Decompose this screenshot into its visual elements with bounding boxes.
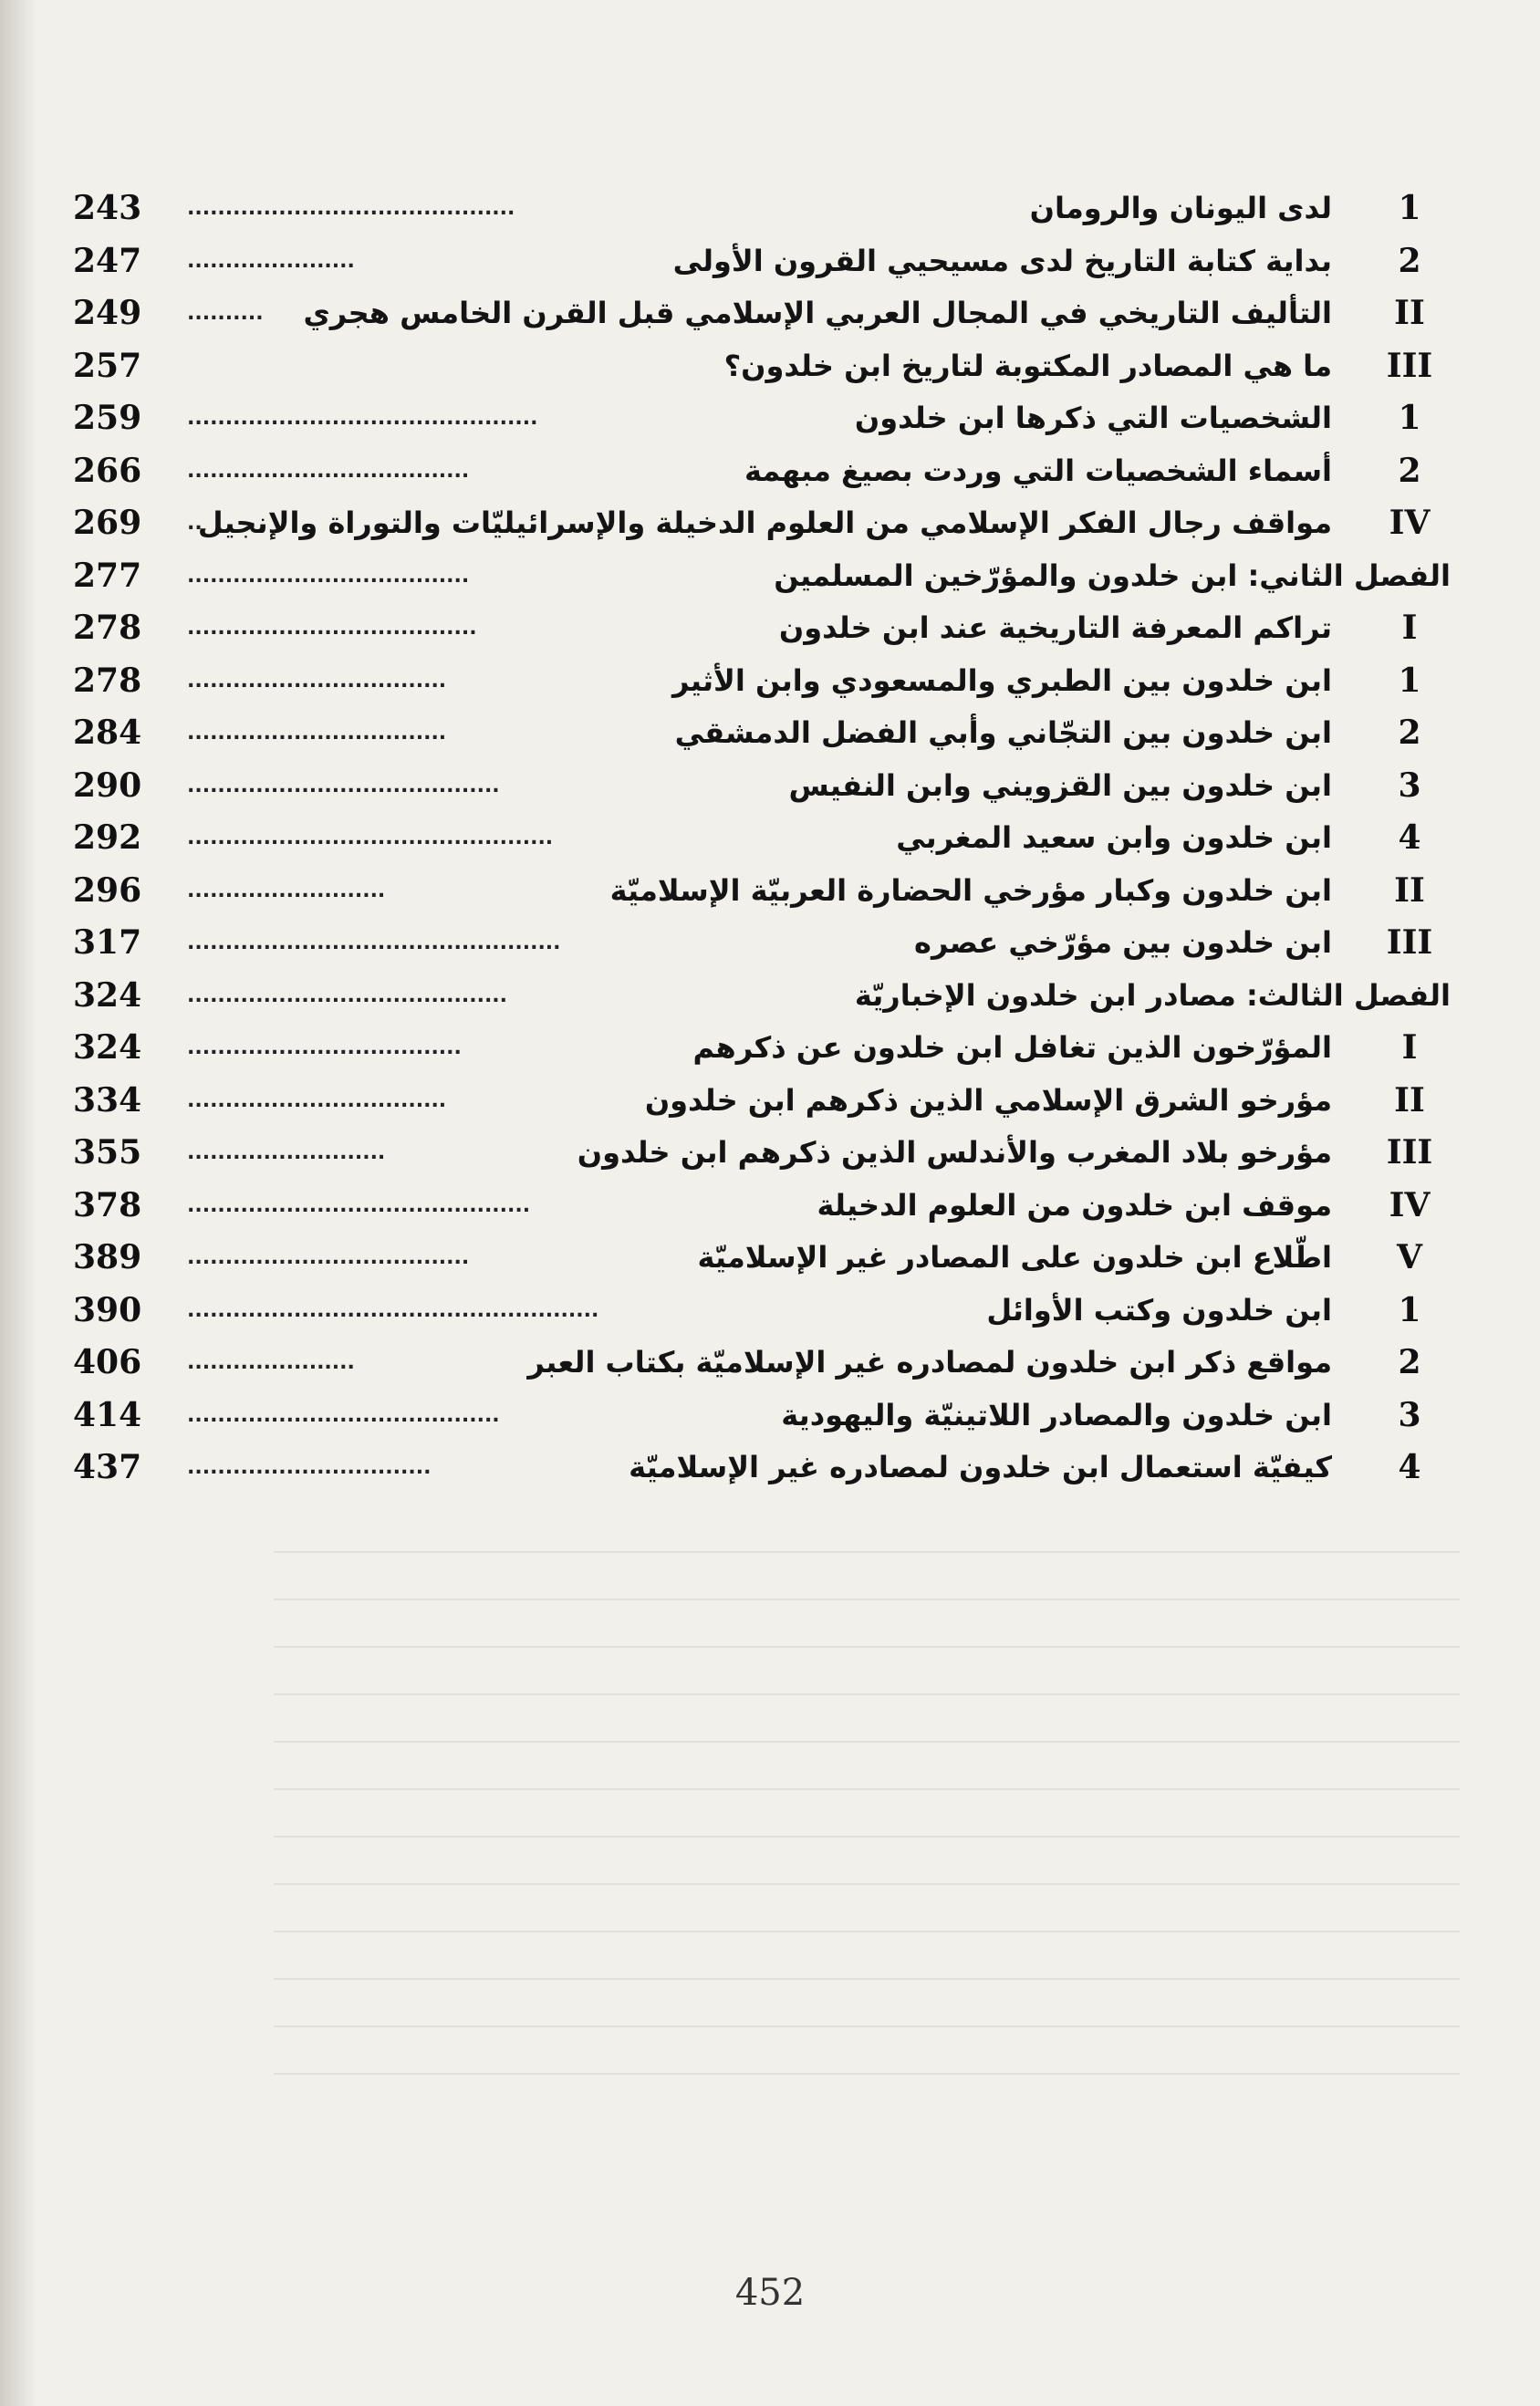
toc-page-number: 355: [73, 1133, 142, 1172]
toc-entry-title: التأليف التاريخي في المجال العربي الإسلامي قبل القرن الخامس هجري: [303, 296, 1332, 330]
toc-entry-title: الشخصيات التي ذكرها ابن خلدون: [854, 401, 1332, 435]
toc-page-number: 317: [73, 923, 142, 962]
toc-entry-title: ابن خلدون بين التجّاني وأبي الفضل الدمشقي: [674, 715, 1332, 750]
toc-leader-dots: .....................................: [187, 459, 470, 483]
toc-page-number: 324: [73, 975, 142, 1015]
toc-page-number: 290: [73, 766, 142, 805]
toc-leader-dots: ...........................................: [187, 197, 515, 220]
toc-row: [73, 445, 1451, 498]
toc-page-number: 390: [73, 1290, 142, 1329]
toc-entry-title: ابن خلدون وكتب الأوائل: [986, 1292, 1332, 1328]
toc-entry-marker: 1: [1398, 399, 1421, 437]
toc-entry-title: ما هي المصادر المكتوبة لتاريخ ابن خلدون؟: [723, 348, 1332, 383]
toc-leader-dots: ..........................................: [187, 984, 508, 1007]
toc-entry-marker: 2: [1398, 451, 1421, 490]
toc-page-number: 292: [73, 818, 142, 857]
toc-leader-dots: ..................................: [187, 669, 447, 693]
toc-leader-dots: ....................................: [187, 1036, 462, 1059]
toc-entry-marker: III: [1386, 346, 1433, 385]
toc-entry-title: ابن خلدون وكبار مؤرخي الحضارة العربيّة الإسلاميّة: [609, 872, 1332, 908]
toc-page-number: 334: [73, 1080, 142, 1120]
toc-page-number: 257: [73, 346, 142, 385]
toc-leader-dots: ..........................: [187, 879, 386, 902]
toc-page-number: 284: [73, 713, 142, 752]
toc-row: [73, 1232, 1451, 1285]
toc-entry-title: مؤرخو بلاد المغرب والأندلس الذين ذكرهم ابن خلدون: [577, 1135, 1332, 1170]
toc-row: [73, 1022, 1451, 1075]
toc-leader-dots: ..: [187, 512, 203, 535]
toc-page-number: 278: [73, 661, 142, 700]
toc-entry-title: بداية كتابة التاريخ لدى مسيحيي القرون الأولى: [672, 243, 1332, 278]
toc-entry-title: ابن خلدون وابن سعيد المغربي: [896, 820, 1332, 855]
toc-leader-dots: ......................................................: [187, 1298, 599, 1322]
toc-leader-dots: ..........: [187, 302, 264, 325]
toc-page-number: 378: [73, 1185, 142, 1224]
toc-row: [73, 1285, 1451, 1338]
toc-row: [73, 1337, 1451, 1390]
toc-entry-marker: 4: [1398, 1448, 1421, 1486]
toc-entry-title: ابن خلدون بين الطبري والمسعودي وابن الأثير: [672, 662, 1332, 698]
toc-leader-dots: ......................: [187, 249, 355, 273]
toc-row: [73, 1075, 1451, 1128]
toc-entry-title: كيفيّة استعمال ابن خلدون لمصادره غير الإسلاميّة: [629, 1450, 1332, 1484]
toc-leader-dots: ......................................: [187, 617, 477, 640]
page-number: 452: [734, 2272, 806, 2314]
spine-shadow: [0, 0, 36, 2406]
toc-leader-dots: .....................................: [187, 564, 470, 588]
toc-entry-marker: 4: [1398, 818, 1421, 857]
toc-entry-marker: 1: [1398, 189, 1421, 227]
toc-entry-marker: 2: [1398, 241, 1421, 280]
toc-entry-marker: 2: [1398, 713, 1421, 752]
toc-chapter-row: [73, 970, 1451, 1023]
toc-entry-marker: I: [1401, 1028, 1418, 1067]
toc-row: [73, 1390, 1451, 1443]
toc-leader-dots: ..........................: [187, 1141, 386, 1164]
toc-row: [73, 392, 1451, 445]
toc-page-number: 414: [73, 1395, 142, 1434]
toc-leader-dots: .....................................: [187, 1246, 470, 1269]
toc-page-number: 324: [73, 1028, 142, 1067]
toc-entry-title: مواقع ذكر ابن خلدون لمصادره غير الإسلاميّة بكتاب العبر: [527, 1345, 1332, 1380]
toc-row: [73, 865, 1451, 918]
toc-row: [73, 707, 1451, 760]
toc-row: [73, 497, 1451, 550]
toc-leader-dots: ..................................: [187, 722, 447, 745]
toc-entry-marker: I: [1401, 609, 1418, 647]
toc-leader-dots: .................................................: [187, 932, 561, 954]
toc-row: [73, 917, 1451, 970]
table-of-contents: [73, 182, 1451, 1495]
toc-page-number: 247: [73, 241, 142, 280]
toc-leader-dots: .........................................: [187, 774, 500, 797]
toc-page-number: 249: [73, 294, 142, 332]
toc-leader-dots: ................................................: [187, 827, 554, 849]
toc-row: [73, 182, 1451, 235]
toc-entry-title: لدى اليونان والرومان: [1029, 191, 1332, 225]
toc-leader-dots: ..................................: [187, 1088, 447, 1112]
toc-entry-title: المؤرّخون الذين تغافل ابن خلدون عن ذكرهم: [692, 1030, 1332, 1065]
toc-page-number: 277: [73, 556, 142, 595]
toc-page-number: 259: [73, 399, 142, 437]
toc-entry-marker: 2: [1398, 1343, 1421, 1381]
toc-page-number: 243: [73, 189, 142, 227]
toc-page-number: 296: [73, 870, 142, 910]
toc-row: [73, 235, 1451, 288]
toc-page-number: 406: [73, 1343, 142, 1381]
toc-page-number: 389: [73, 1238, 142, 1276]
toc-entry-marker: 1: [1398, 661, 1421, 700]
toc-leader-dots: ................................: [187, 1456, 432, 1479]
toc-row: [73, 340, 1451, 393]
toc-entry-marker: 3: [1398, 766, 1421, 805]
toc-leader-dots: ......................: [187, 1351, 355, 1374]
toc-page-number: 278: [73, 609, 142, 647]
toc-entry-title: ابن خلدون بين القزويني وابن النفيس: [788, 767, 1332, 803]
toc-row: [73, 602, 1451, 655]
toc-entry-marker: II: [1394, 870, 1425, 910]
toc-row: [73, 1442, 1451, 1495]
toc-entry-marker: IV: [1389, 1185, 1431, 1224]
toc-leader-dots: ..............................................: [187, 407, 538, 430]
toc-entry-marker: 3: [1398, 1395, 1421, 1434]
toc-page-number: 266: [73, 451, 142, 490]
toc-entry-title: أسماء الشخصيات التي وردت بصيغ مبهمة: [744, 453, 1332, 488]
toc-entry-title: الفصل الثالث: مصادر ابن خلدون الإخباريّة: [854, 977, 1451, 1013]
toc-entry-title: تراكم المعرفة التاريخية عند ابن خلدون: [778, 610, 1332, 645]
toc-entry-title: موقف ابن خلدون من العلوم الدخيلة: [817, 1187, 1332, 1223]
toc-row: [73, 1127, 1451, 1180]
toc-page-number: 269: [73, 504, 142, 542]
toc-leader-dots: .............................................: [187, 1193, 531, 1217]
toc-row: [73, 1180, 1451, 1233]
toc-entry-marker: II: [1394, 1080, 1425, 1120]
toc-row: [73, 760, 1451, 813]
toc-chapter-row: [73, 550, 1451, 603]
toc-entry-title: ابن خلدون بين مؤرّخي عصره: [914, 925, 1332, 960]
toc-entry-title: مواقف رجال الفكر الإسلامي من العلوم الدخيلة والإسرائيليّات والتوراة والإنجيل: [197, 505, 1332, 540]
toc-entry-title: ابن خلدون والمصادر اللاتينيّة واليهودية: [781, 1397, 1332, 1432]
toc-row: [73, 655, 1451, 708]
toc-entry-marker: 1: [1398, 1290, 1421, 1329]
toc-row: [73, 812, 1451, 865]
toc-entry-marker: II: [1394, 294, 1425, 332]
toc-page-number: 437: [73, 1448, 142, 1486]
toc-row: [73, 287, 1451, 340]
toc-entry-marker: IV: [1389, 504, 1431, 542]
toc-entry-marker: III: [1386, 1133, 1433, 1172]
toc-entry-marker: III: [1386, 923, 1433, 962]
toc-entry-marker: V: [1397, 1238, 1422, 1276]
toc-entry-title: الفصل الثاني: ابن خلدون والمؤرّخين المسلمين: [774, 557, 1451, 593]
toc-leader-dots: .........................................: [187, 1403, 500, 1427]
bleed-through-lines: [274, 1551, 1460, 2120]
toc-entry-title: مؤرخو الشرق الإسلامي الذين ذكرهم ابن خلدون: [644, 1082, 1332, 1118]
toc-entry-title: اطّلاع ابن خلدون على المصادر غير الإسلاميّة: [697, 1240, 1332, 1275]
